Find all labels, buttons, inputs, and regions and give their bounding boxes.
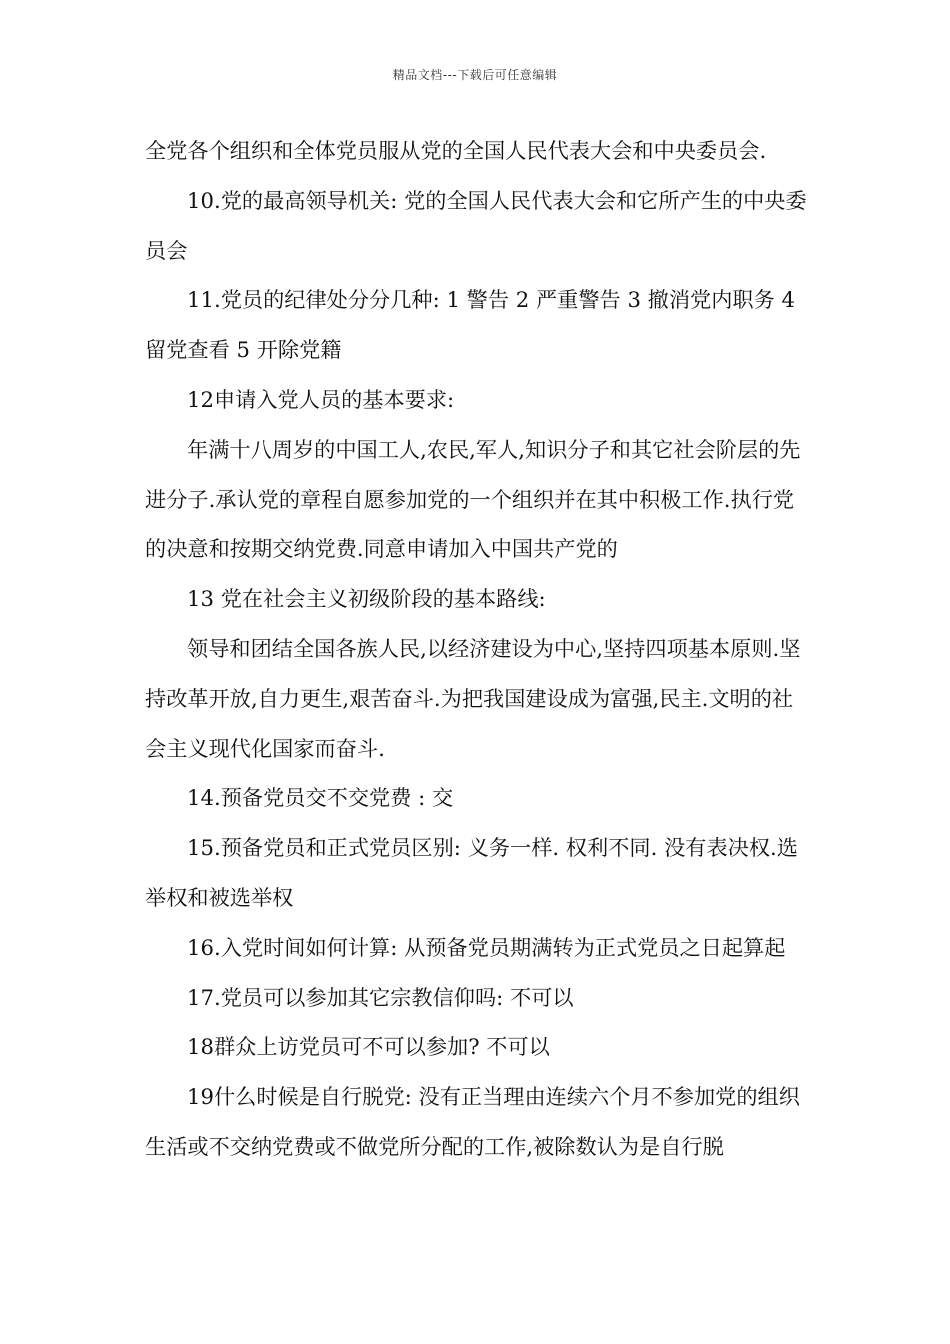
paragraph-item-13-heading: 13 党在社会主义初级阶段的基本路线: [187, 586, 546, 612]
paragraph-item-11: 11.党员的纪律处分分几种: 1 警告 2 严重警告 3 撤消党内职务 4 留党查看 5 开除党籍 [145, 287, 796, 363]
paragraph-item-12-heading: 12申请入党人员的基本要求: [187, 386, 455, 412]
paragraph-item-12-body: 年满十八周岁的中国工人,农民,军人,知识分子和其它社会阶层的先进分子.承认党的章程自愿参加党的一个组织并在其中积极工作.执行党的决意和按期交纳党费.同意申请加入中国共产党的 [145, 436, 801, 562]
page-header: 精品文档---下载后可任意编辑 [392, 68, 558, 82]
paragraph-item-18: 18群众上访党员可不可以参加? 不可以 [187, 1034, 550, 1060]
document-body [145, 126, 813, 1172]
paragraph-item-15: 15.预备党员和正式党员区别: 义务一样. 权利不同. 没有表决权.选举权和被选举权 [145, 835, 798, 910]
paragraph-item-16: 16.入党时间如何计算: 从预备党员期满转为正式党员之日起算起 [187, 934, 786, 960]
paragraph-item-19: 19什么时候是自行脱党: 没有正当理由连续六个月不参加党的组织生活或不交纳党费或不做党所分配的工作,被除数认为是自行脱 [145, 1084, 800, 1159]
paragraph-item-10: 10.党的最高领导机关: 党的全国人民代表大会和它所产生的中央委员会 [145, 187, 807, 263]
paragraph-item-13-body: 领导和团结全国各族人民,以经济建设为中心,坚持四项基本原则.坚持改革开放,自力更生,艰苦奋斗.为把我国建设成为富强,民主.文明的社会主义现代化国家而奋斗. [145, 635, 801, 761]
paragraph-item-14: 14.预备党员交不交党费 : 交 [187, 785, 454, 811]
paragraph-1: 全党各个组织和全体党员服从党的全国人民代表大会和中央委员会. [145, 138, 767, 163]
paragraph-item-17: 17.党员可以参加其它宗教信仰吗: 不可以 [187, 984, 574, 1010]
